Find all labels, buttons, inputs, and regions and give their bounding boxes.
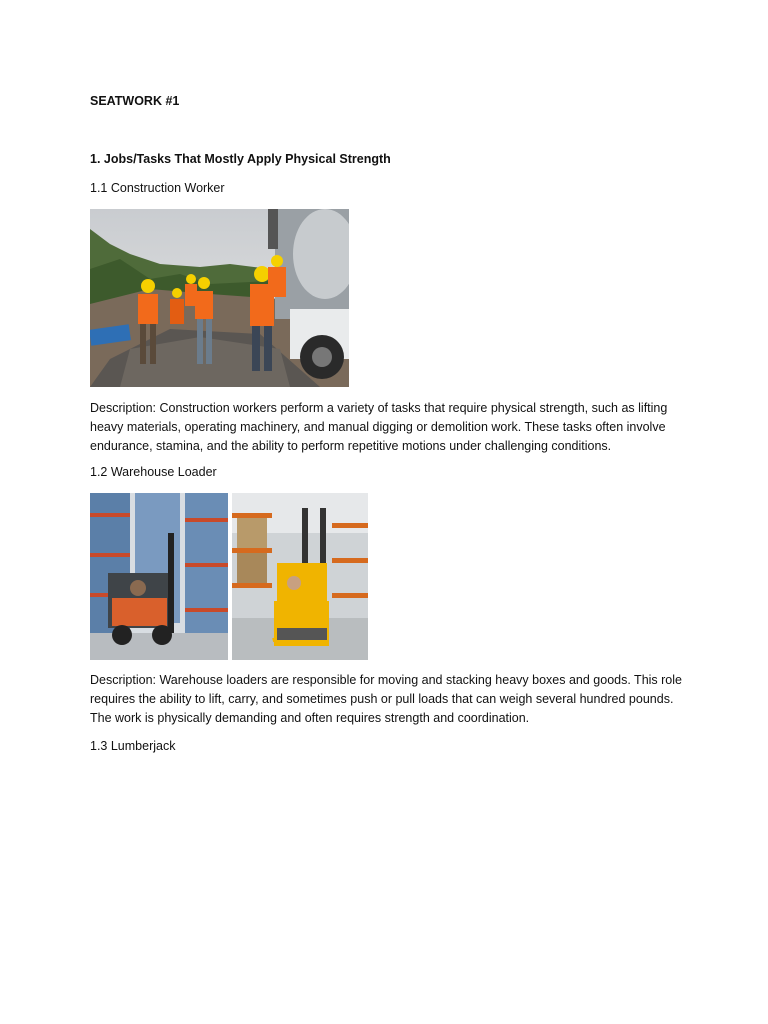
construction-worker-photo [90,209,349,387]
document-title: SEATWORK #1 [90,94,180,108]
section-heading: 1. Jobs/Tasks That Mostly Apply Physical Strength [90,152,391,166]
item-heading-construction-worker: 1.1 Construction Worker [90,181,225,195]
item-heading-lumberjack: 1.3 Lumberjack [90,739,176,753]
construction-worker-description: Description: Construction workers perform a variety of tasks that require physical strength, such as lifting heavy materials, operating machinery, and manual digging or demolition work. These tasks often involve endurance, stamina, and the ability to perform repetitive motions under challenging conditions. [90,401,668,453]
warehouse-forklift-photo-right [232,493,368,660]
item-heading-warehouse-loader: 1.2 Warehouse Loader [90,465,217,479]
warehouse-loader-description: Description: Warehouse loaders are responsible for moving and stacking heavy boxes and goods. This role requires the ability to lift, carry, and sometimes push or pull loads that can weigh several hundred pounds. The work is physically demanding and often requires strength and coordination. [90,673,682,725]
warehouse-forklift-photo-left [90,493,228,660]
